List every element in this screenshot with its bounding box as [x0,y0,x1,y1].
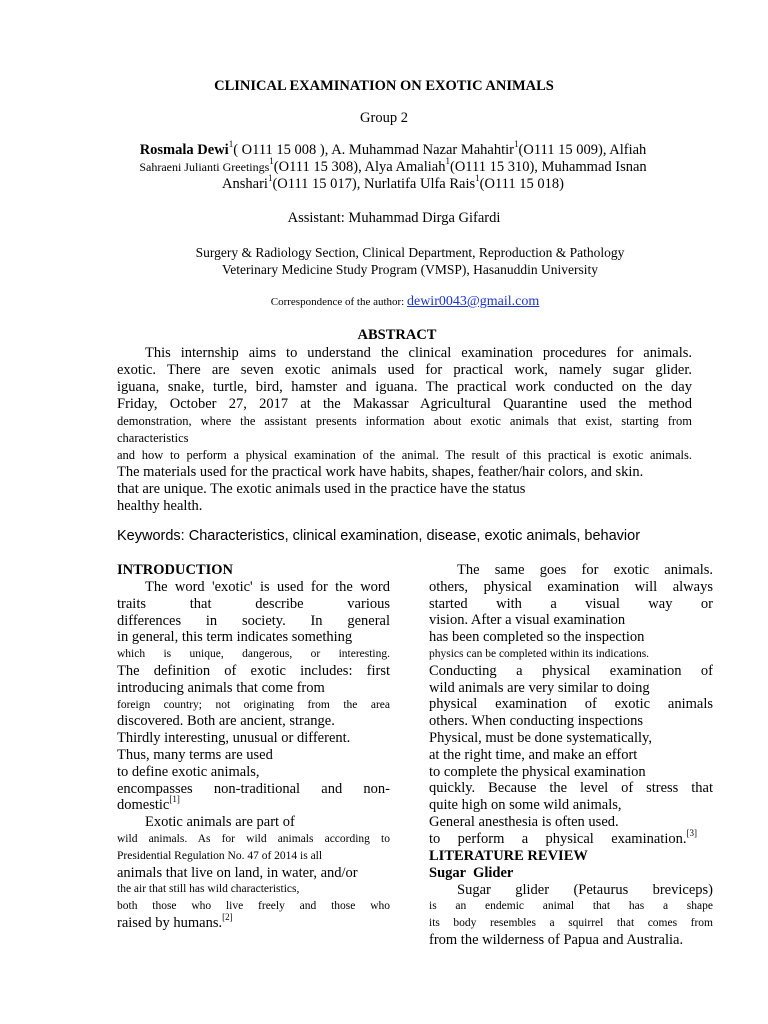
assistant-line: Assistant: Muhammad Dirga Gifardi [287,210,501,226]
intro-line: to define exotic animals, [117,763,260,780]
correspondence-label: Correspondence of the author: [270,296,407,308]
group-label: Group 2 [360,110,408,126]
intro-line: Presidential Regulation No. 47 of 2014 is all [117,849,323,862]
literature-review-heading: LITERATURE REVIEW [429,847,588,864]
abstract-line: The materials used for the practical work have habits, shapes, feather/hair colors, and skin. [117,464,644,480]
left-column [117,562,390,932]
citation-ref: [1] [169,794,180,805]
author-line-2: Sahraeni Julianti Greetings$^1$(O111 15 308), Alya Amaliah$^1$(O111 15 310), Muhammad Isnan [139,156,647,175]
intro-line: introducing animals that come from [117,679,325,696]
body-line: physical examination of exotic animals [429,696,713,713]
abstract-line: Friday, October 27, 2017 at the Makassar Agricultural Quarantine used the method [117,396,692,412]
citation-ref: [3] [686,827,697,838]
body-line: others, physical examination will always [429,578,713,595]
intro-line: in general, this term indicates something [117,629,353,646]
body-line: physics can be completed within its indications. [429,647,650,660]
right-column [429,562,713,949]
abstract-line: demonstration, where the assistant presents information about exotic animals that exist, starting from [117,414,692,428]
literature-line: Sugar glider (Petaurus breviceps) [457,881,713,898]
body-line: quickly. Because the level of stress that [429,780,713,797]
email-link[interactable]: dewir0043@gmail.com [406,294,540,309]
abstract-line: that are unique. The exotic animals used in the practice have the status [117,481,526,497]
sugar-glider-subheading: Sugar Glider [429,864,514,881]
intro-line: both those who live freely and those who [117,900,390,913]
literature-line: from the wilderness of Papua and Australia. [429,931,684,948]
correspondence [0,294,768,310]
abstract-line: and how to perform a physical examination of the animal. The result of this practical is exotic animals. [117,448,692,462]
intro-line: foreign country; not originating from the area [117,698,390,711]
intro-line: Thus, many terms are used [117,746,273,763]
intro-line: animals that live on land, in water, and/or [117,864,358,881]
abstract-line: characteristics [117,431,189,445]
body-line: quite high on some wild animals, [429,797,622,814]
keywords: Keywords: Characteristics, clinical examination, disease, exotic animals, behavior [117,528,641,544]
body-line: Physical, must be done systematically, [429,729,652,746]
intro-line: Exotic animals are part of [145,814,295,831]
literature-line: is an endemic animal that has a shape [429,900,713,913]
intro-line: The definition of exotic includes: first [117,662,390,679]
abstract-line: healthy health. [117,498,203,514]
intro-line: differences in society. In general [117,612,390,629]
intro-line: The word 'exotic' is used for the word [145,579,390,595]
body-line-with-ref: to perform a physical examination.[3] [429,827,697,847]
author-line-1: Rosmala Dewi$^1$( O111 15 008 ), A. Muhammad Nazar Mahahtir$^1$(O111 15 009), Alfiah [139,139,647,158]
literature-line: its body resembles a squirrel that comes from [429,917,713,930]
body-line: wild animals are very similar to doing [429,679,650,696]
author-list [118,139,668,193]
body-line: started with a visual way or [429,595,713,612]
author-lead-name: Rosmala Dewi [139,142,229,158]
intro-line: wild animals. As for wild animals according to [117,832,390,845]
affiliation-line-1: Surgery & Radiology Section, Clinical Department, Reproduction & Pathology [195,245,625,260]
body-line: The same goes for exotic animals. [457,562,713,578]
abstract-line: iguana, snake, turtle, bird, hamster and iguana. The practical work conducted on the day [117,379,692,395]
author-line-3: Anshari$^1$(O111 15 017), Nurlatifa Ulfa Rais$^1$(O111 15 018) [222,173,564,192]
abstract-body [117,345,692,515]
paper-title: CLINICAL EXAMINATION ON EXOTIC ANIMALS [214,78,554,94]
intro-line: Thirdly interesting, unusual or different. [117,730,351,747]
intro-line-with-ref: raised by humans.[2] [117,911,233,931]
affiliation [0,244,768,278]
intro-line: traits that describe various [117,595,390,612]
intro-line-with-ref: domestic[1] [117,794,180,814]
citation-ref: [2] [222,911,233,922]
body-line: Conducting a physical examination of [429,662,713,679]
body-line: General anesthesia is often used. [429,813,619,830]
body-line: has been completed so the inspection [429,629,645,646]
abstract-line: exotic. There are seven exotic animals used for practical work, namely sugar glider. [117,362,692,378]
intro-line: discovered. Both are ancient, strange. [117,713,335,730]
body-line: at the right time, and make an effort [429,746,638,763]
body-line: to complete the physical examination [429,763,646,780]
body-line: vision. After a visual examination [429,612,626,629]
intro-line: which is unique, dangerous, or interesting. [117,648,390,661]
affiliation-line-2: Veterinary Medicine Study Program (VMSP), Hasanuddin University [221,262,599,277]
abstract-line: This internship aims to understand the clinical examination procedures for animals. [145,345,692,361]
body-line: others. When conducting inspections [429,713,643,730]
intro-line: encompasses non-traditional and non- [117,780,390,797]
abstract-heading: ABSTRACT [357,327,437,343]
introduction-heading: INTRODUCTION [117,562,234,578]
intro-line: the air that still has wild characteristics, [117,883,300,896]
